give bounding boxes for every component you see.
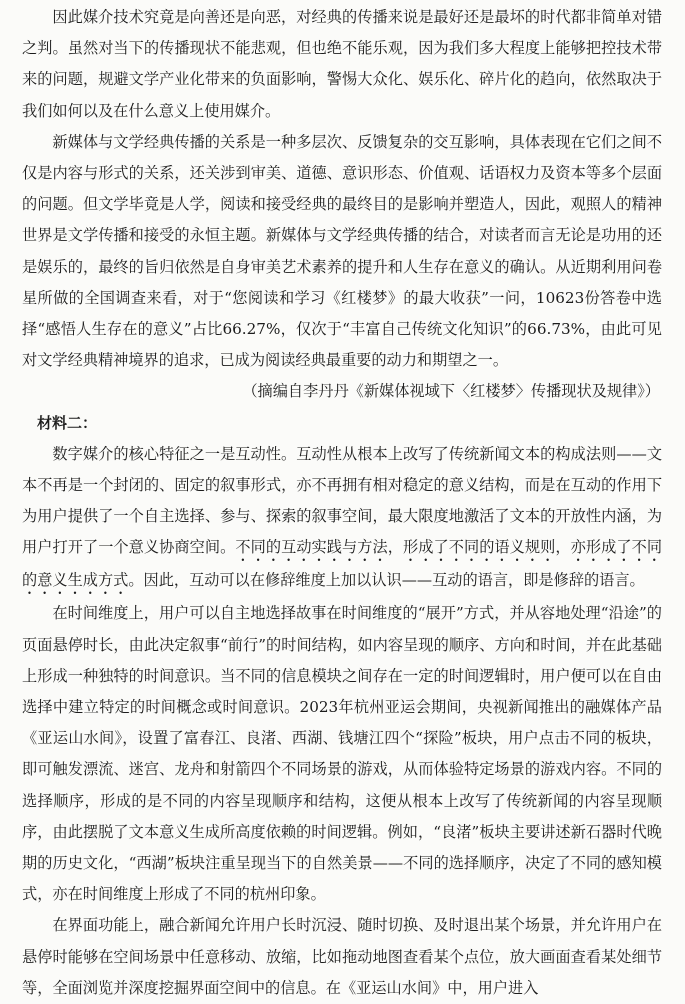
paragraph-interactivity — [22, 439, 662, 599]
source-citation: （摘编自李丹丹《新媒体视域下〈红楼梦〉传播现状及规律》） — [242, 382, 660, 401]
material-two-heading: 材料二： — [37, 413, 98, 432]
document-page — [22, 2, 662, 1004]
paragraph-media-technology: 因此媒介技术究竟是向善还是向恶，对经典的传播来说是最好还是最坏的时代都非简单对错之判。虽然对当下的传播现状不能悲观，但也绝不能乐观，因为我们多大程度上能够把控技术带来的问题，规避文学产业化带来的负面影响，警惕大众化、娱乐化、碎片化的趋向，依然取决于我们如何以及在什么意义上使用媒介。 — [22, 8, 662, 120]
paragraph-interface-function: 在界面功能上，融合新闻允许用户长时沉浸、随时切换、及时退出某个场景，并允许用户在悬停时能够在空间场景中任意移动、放缩，比如拖动地图查看某个点位，放大画面查看某处细节等，全面浏览并深度挖掘界面空间中的信息。在《亚运山水间》中，用户进入 — [22, 916, 662, 997]
paragraph-interactivity-conclusion: 因此，互动可以在修辞维度上加以认识——互动的语言，即是修辞的语言。 — [143, 571, 645, 590]
paragraph-interactivity-text: 数字媒介的核心特征之一是互动性。互动性从根本上改写了传统新闻文本的构成法则——文本不再是一个封闭的、固定的叙事形式，亦不再拥有相对稳定的意义结构，而是在互动的作用下为用户提供了一个自主选择、参与、探索的叙事空间，最大限度地激活了文本的开放性内涵，为用户打开了一个意义协商空间。 — [22, 444, 662, 557]
paragraph-new-media-and-classics: 新媒体与文学经典传播的关系是一种多层次、反馈复杂的交互影响，具体表现在它们之间不仅是内容与形式的关系，还关涉到审美、道德、意识形态、价值观、话语权力及资本等多个层面的问题。但文学毕竟是人学，阅读和接受经典的最终目的是影响并塑造人，因此，观照人的精神世界是文学传播和接受的永恒主题。新媒体与文学经典传播的结合，对读者而言无论是功用的还是娱乐的，最终的旨归依然是自身审美艺术素养的提升和人生存在意义的确认。从近期利用问卷星所做的全国调查来看，对于“您阅读和学习《红楼梦》的最大收获”一问，10623份答卷中选择“感悟人生存在的意义”占比66.27%，仅次于“丰富自己传统文化知识”的66.73%，由此可见对文学经典精神境界的追求，已成为阅读经典最重要的动力和期望之一。 — [22, 132, 662, 370]
emphasized-sentence: 不同的互动实践与方法，形成了不同的语义规则，亦形成了不同的意义生成方式。 — [22, 538, 663, 590]
paragraph-time-dimension: 在时间维度上，用户可以自主地选择故事在时间维度的“展开”方式，并从容地处理“沿途”的页面悬停时长，由此决定叙事“前行”的时间结构，如内容呈现的顺序、方向和时间，并在此基础上形成一种独特的时间意识。当不同的信息模块之间存在一定的时间逻辑时，用户便可以在自由选择中建立特定的时间概念或时间意识。2023年杭州亚运会期间，央视新闻推出的融媒体产品《亚运山水间》，设置了富春江、良渚、西湖、钱塘江四个“探险”板块，用户点击不同的板块，即可触发漂流、迷宫、龙舟和射箭四个不同场景的游戏，从而体验特定场景的游戏内容。不同的选择顺序，形成的是不同的内容呈现顺序和结构，这便从根本上改写了传统新闻的内容呈现顺序，由此摆脱了文本意义生成所高度依赖的时间逻辑。例如，“良渚”板块主要讲述新石器时代晚期的历史文化，“西湖”板块注重呈现当下的自然美景——不同的选择顺序，决定了不同的感知模式，亦在时间维度上形成了不同的杭州印象。 — [22, 604, 662, 904]
